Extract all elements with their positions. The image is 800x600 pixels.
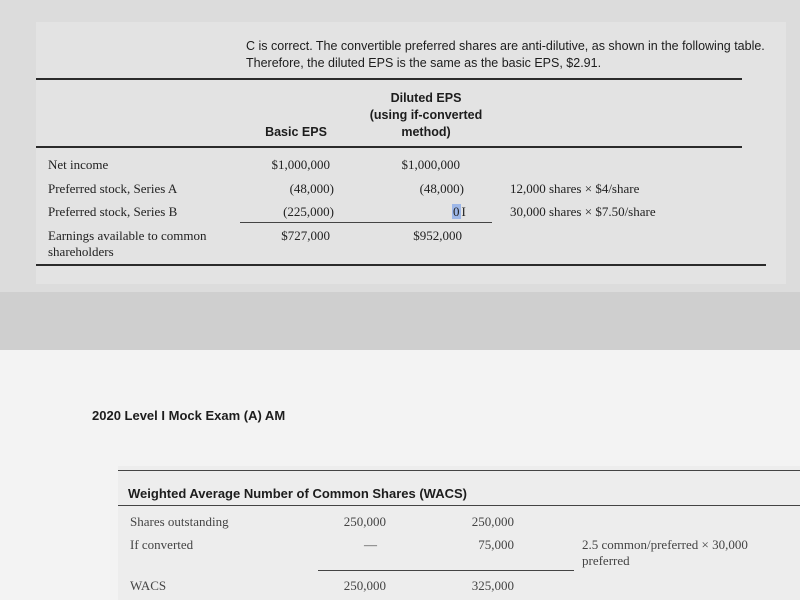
wacs-diluted-outstanding: 250,000	[471, 514, 514, 529]
row-label-pref-b: Preferred stock, Series B	[48, 204, 178, 219]
cell-diluted-earnings-common: $952,000	[413, 228, 462, 243]
wacs-label-total: WACS	[130, 578, 167, 593]
row-label-earnings-common: Earnings available to common shareholders	[48, 228, 207, 259]
wacs-basic-total: 250,000	[343, 578, 386, 593]
exam-title: 2020 Level I Mock Exam (A) AM	[92, 408, 286, 423]
wacs-diluted-if-converted: 75,000	[478, 537, 514, 552]
col-header-diluted-line3: method)	[401, 125, 451, 139]
wacs-label-if-converted: If converted	[130, 537, 194, 552]
col-header-diluted	[356, 90, 496, 141]
cell-basic-pref-b: (225,000)	[283, 204, 334, 219]
cell-basic-pref-a: (48,000)	[289, 181, 334, 196]
wacs-basic-if-converted: —	[364, 537, 377, 552]
text-cursor-icon: I	[461, 204, 466, 219]
col-header-diluted-line2: (using if-converted	[369, 108, 483, 122]
wacs-subtotal-rule	[318, 570, 574, 571]
wacs-header-rule	[118, 505, 800, 506]
cell-basic-net-income: $1,000,000	[271, 157, 330, 172]
row-label-pref-a: Preferred stock, Series A	[48, 181, 178, 196]
wacs-title: Weighted Average Number of Common Shares (WACS)	[128, 486, 468, 501]
answer-explanation: C is correct. The convertible preferred shares are anti-dilutive, as shown in the following table. Therefore, the diluted EPS is the same as the basic EPS, $2.91.	[246, 39, 765, 70]
col-header-diluted-line1: Diluted EPS	[390, 91, 462, 105]
page-gap	[0, 292, 800, 350]
table-top-rule	[36, 78, 742, 80]
wacs-basic-outstanding: 250,000	[343, 514, 386, 529]
table-bottom-rule	[36, 264, 766, 266]
cell-diluted-pref-b[interactable]	[452, 204, 466, 220]
row-label-net-income: Net income	[48, 157, 109, 172]
wacs-note-if-converted: 2.5 common/preferred × 30,000 preferred	[582, 537, 748, 568]
cell-basic-earnings-common: $727,000	[281, 228, 330, 243]
cell-diluted-pref-a: (48,000)	[419, 181, 464, 196]
selected-value[interactable]: 0	[453, 204, 460, 219]
wacs-label-outstanding: Shares outstanding	[130, 514, 229, 529]
wacs-diluted-total: 325,000	[471, 578, 514, 593]
note-pref-b: 30,000 shares × $7.50/share	[510, 204, 656, 219]
cell-diluted-net-income: $1,000,000	[401, 157, 460, 172]
header-bottom-rule	[36, 146, 742, 148]
wacs-top-rule	[118, 470, 800, 471]
note-pref-a: 12,000 shares × $4/share	[510, 181, 640, 196]
col-header-basic: Basic EPS	[265, 125, 327, 139]
subtotal-rule	[240, 222, 492, 223]
